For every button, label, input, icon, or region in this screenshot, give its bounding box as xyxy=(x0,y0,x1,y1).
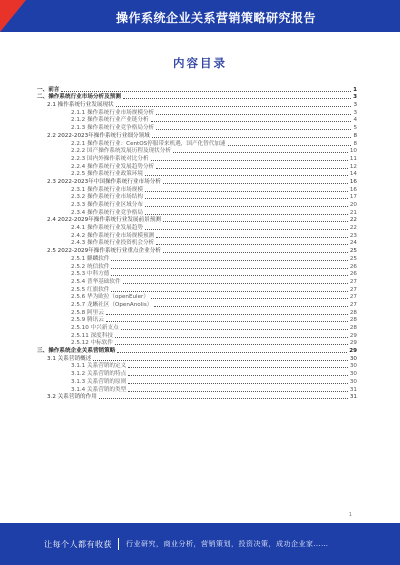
toc-entry-label: 3.1.3 关系营销的原则 xyxy=(71,378,127,385)
toc-dot-leader xyxy=(228,145,352,146)
toc-entry-label: 2.5.9 腾讯云 xyxy=(71,317,104,324)
toc-entry[interactable] xyxy=(37,300,357,308)
toc-entry-page: 25 xyxy=(349,248,357,255)
toc-entry[interactable] xyxy=(37,262,357,270)
toc-entry-label: 2.5.7 龙蜥社区（OpenAnolis） xyxy=(71,301,153,308)
toc-entry[interactable] xyxy=(37,308,357,316)
toc-dot-leader xyxy=(111,291,347,292)
report-footer xyxy=(0,523,400,565)
toc-dot-leader xyxy=(128,391,348,392)
toc-entry-label: 3.2 关系营销的作用 xyxy=(47,394,97,401)
toc-entry-page: 27 xyxy=(349,278,357,285)
toc-entry-page: 27 xyxy=(349,301,357,308)
toc-entry-page: 5 xyxy=(353,125,357,132)
toc-dot-leader xyxy=(99,398,348,399)
toc-entry-page: 22 xyxy=(349,225,357,232)
toc-entry[interactable] xyxy=(37,116,357,124)
table-of-contents xyxy=(37,85,357,400)
toc-entry-page: 10 xyxy=(349,148,357,155)
toc-dot-leader xyxy=(145,214,348,215)
toc-entry[interactable] xyxy=(37,285,357,293)
toc-entry[interactable] xyxy=(37,200,357,208)
toc-dot-leader xyxy=(111,268,347,269)
toc-entry-label: 三、操作系统企业关系营销策略 xyxy=(37,348,116,355)
toc-entry[interactable] xyxy=(37,362,357,370)
toc-entry[interactable] xyxy=(37,193,357,201)
toc-entry-label: 2.2.2 国产操作系统发展历程及现状分析 xyxy=(71,148,171,155)
toc-dot-leader xyxy=(145,198,348,199)
toc-dot-leader xyxy=(111,260,347,261)
toc-dot-leader xyxy=(123,283,348,284)
toc-dot-leader xyxy=(151,160,348,161)
toc-dot-leader xyxy=(145,191,348,192)
toc-entry[interactable] xyxy=(37,216,357,224)
toc-entry-page: 26 xyxy=(349,263,357,270)
toc-entry[interactable] xyxy=(37,108,357,116)
toc-entry-page: 29 xyxy=(349,348,357,355)
toc-entry-label: 2.2 2022-2023年操作系统行业细分领域 xyxy=(47,132,150,139)
toc-entry[interactable] xyxy=(37,223,357,231)
toc-entry-label: 2.5.10 中兴新支点 xyxy=(71,325,119,331)
toc-entry-label: 2.2.3 国内外操作系统对比分析 xyxy=(71,155,149,162)
toc-entry[interactable] xyxy=(37,377,357,385)
toc-entry-page: 1 xyxy=(353,86,357,93)
footer-divider xyxy=(118,538,119,550)
header-red-accent xyxy=(0,0,26,32)
toc-entry-label: 2.5.3 中科方德 xyxy=(71,271,110,278)
toc-entry-label: 2.3.2 操作系统行业市场结构 xyxy=(71,194,143,201)
toc-entry-page: 31 xyxy=(349,386,357,393)
toc-dot-leader xyxy=(163,252,348,253)
toc-entry-page: 20 xyxy=(349,202,357,208)
toc-entry-page: 29 xyxy=(349,340,357,347)
toc-entry[interactable] xyxy=(37,131,357,139)
toc-entry-page: 26 xyxy=(349,271,357,278)
toc-entry-page: 25 xyxy=(349,255,357,262)
toc-entry-page: 22 xyxy=(349,217,357,224)
toc-dot-leader xyxy=(117,352,347,353)
toc-dot-leader xyxy=(152,137,352,138)
toc-entry-page: 23 xyxy=(349,232,357,239)
toc-entry-label: 2.4.1 操作系统行业发展趋势 xyxy=(71,225,143,232)
toc-dot-leader xyxy=(128,367,348,368)
toc-entry-label: 3.1.2 关系营销的特点 xyxy=(71,371,127,378)
toc-dot-leader xyxy=(93,360,348,361)
toc-entry[interactable] xyxy=(37,354,357,362)
toc-entry[interactable] xyxy=(37,316,357,324)
toc-dot-leader xyxy=(128,383,348,384)
toc-entry-page: 14 xyxy=(349,171,357,178)
toc-entry-page: 30 xyxy=(349,355,357,362)
toc-entry-label: 2.5.2 统信软件 xyxy=(71,263,110,270)
toc-dot-leader xyxy=(156,237,348,238)
toc-entry-label: 2.4 2022-2029年操作系统行业发展前景预测 xyxy=(47,217,161,224)
toc-entry-page: 21 xyxy=(349,209,357,216)
toc-entry-page: 3 xyxy=(353,109,357,116)
toc-entry-label: 2.2.5 操作系统行业政策环境 xyxy=(71,171,143,178)
toc-dot-leader xyxy=(145,229,348,230)
toc-dot-leader xyxy=(154,306,348,307)
toc-entry-page: 16 xyxy=(349,186,357,193)
toc-entry-page: 30 xyxy=(349,363,357,370)
toc-entry-page: 4 xyxy=(353,117,357,124)
toc-dot-leader xyxy=(106,321,348,322)
toc-entry-page: 27 xyxy=(349,294,357,301)
toc-entry[interactable] xyxy=(37,139,357,147)
toc-entry[interactable] xyxy=(37,85,357,93)
toc-dot-leader xyxy=(123,98,351,99)
toc-dot-leader xyxy=(128,375,348,376)
footer-tagline: 行业研究，商业分析，营销策划，投资决策，成功企业家…… xyxy=(126,540,329,548)
toc-entry-page: 12 xyxy=(349,163,357,170)
toc-dot-leader xyxy=(156,114,351,115)
toc-entry-label: 2.5.12 中标软件 xyxy=(71,340,113,347)
toc-entry-label: 二、操作系统行业市场分析及预测 xyxy=(37,94,121,101)
toc-entry-page: 3 xyxy=(353,94,357,101)
toc-entry[interactable] xyxy=(37,177,357,185)
toc-entry-page: 8 xyxy=(353,140,357,147)
toc-entry[interactable] xyxy=(37,369,357,377)
toc-dot-leader xyxy=(163,183,348,184)
report-title: 操作系统企业关系营销策略研究报告 xyxy=(115,11,316,25)
toc-dot-leader xyxy=(156,168,348,169)
toc-entry-label: 3.1 关系营销概述 xyxy=(47,355,92,362)
toc-dot-leader xyxy=(61,91,351,92)
toc-entry[interactable] xyxy=(37,385,357,393)
toc-entry-page: 28 xyxy=(349,309,357,316)
footer-slogan: 让每个人都有收获 xyxy=(44,540,112,549)
toc-entry[interactable] xyxy=(37,100,357,108)
toc-entry-page: 24 xyxy=(349,240,357,247)
toc-entry[interactable] xyxy=(37,339,357,347)
toc-entry-label: 2.3.1 操作系统行业市场规模 xyxy=(71,186,143,193)
toc-entry-label: 2.5.8 阿里云 xyxy=(71,309,104,316)
toc-entry-label: 一、前言 xyxy=(37,86,60,93)
toc-dot-leader xyxy=(156,129,351,130)
toc-entry-page: 30 xyxy=(349,371,357,378)
toc-entry-page: 28 xyxy=(349,325,357,331)
toc-dot-leader xyxy=(163,221,348,222)
toc-dot-leader xyxy=(111,275,347,276)
toc-entry-label: 2.1 操作系统行业发展现状 xyxy=(47,102,114,109)
toc-entry-label: 2.5.1 麒麟软件 xyxy=(71,255,110,262)
toc-entry[interactable] xyxy=(37,293,357,301)
toc-dot-leader xyxy=(121,329,348,330)
toc-entry[interactable] xyxy=(37,346,357,354)
toc-dot-leader xyxy=(106,314,348,315)
toc-entry[interactable] xyxy=(37,393,357,401)
toc-dot-leader xyxy=(145,175,348,176)
toc-entry[interactable] xyxy=(37,270,357,278)
toc-entry-page: 30 xyxy=(349,378,357,385)
toc-entry[interactable] xyxy=(37,331,357,339)
toc-entry-label: 2.1.2 操作系统行业产业链分析 xyxy=(71,117,149,124)
toc-entry-page: 28 xyxy=(349,317,357,324)
toc-entry[interactable] xyxy=(37,154,357,162)
toc-entry-label: 2.2.4 操作系统行业发展趋势分析 xyxy=(71,163,155,170)
toc-heading: 内容目录 xyxy=(173,56,227,70)
toc-dot-leader xyxy=(116,106,352,107)
toc-entry[interactable] xyxy=(37,277,357,285)
toc-entry[interactable] xyxy=(37,147,357,155)
toc-entry[interactable] xyxy=(37,185,357,193)
toc-dot-leader xyxy=(173,152,348,153)
toc-dot-leader xyxy=(115,337,348,338)
toc-entry-label: 2.2.1 操作系统行业：CentOS停服带来机遇，国产化替代加速 xyxy=(71,140,226,147)
toc-entry[interactable] xyxy=(37,231,357,239)
toc-entry-page: 11 xyxy=(349,155,357,162)
toc-entry-label: 2.1.1 操作系统行业市场规模分析 xyxy=(71,109,155,116)
toc-entry-page: 8 xyxy=(353,132,357,139)
toc-entry-label: 2.3.4 操作系统行业竞争格局 xyxy=(71,209,143,216)
toc-entry-page: 29 xyxy=(349,332,357,339)
toc-entry-page: 17 xyxy=(349,194,357,201)
toc-entry[interactable] xyxy=(37,254,357,262)
toc-entry-label: 2.5.4 普华基础软件 xyxy=(71,278,121,285)
toc-entry-label: 3.1.4 关系营销的类型 xyxy=(71,386,127,393)
toc-entry-label: 2.3.3 操作系统行业区域分布 xyxy=(71,202,143,208)
toc-dot-leader xyxy=(145,206,348,207)
toc-entry[interactable] xyxy=(37,239,357,247)
page-number: 1 xyxy=(348,512,352,518)
report-header xyxy=(0,0,400,32)
toc-entry[interactable] xyxy=(37,246,357,254)
toc-entry-page: 27 xyxy=(349,286,357,293)
toc-entry-page: 3 xyxy=(353,102,357,109)
toc-entry-page: 31 xyxy=(349,394,357,401)
toc-dot-leader xyxy=(115,344,348,345)
toc-entry[interactable] xyxy=(37,93,357,101)
toc-entry-label: 2.5 2022-2029年操作系统行业重点企业分析 xyxy=(47,248,161,255)
toc-entry[interactable] xyxy=(37,323,357,331)
toc-entry-page: 16 xyxy=(349,178,357,185)
toc-dot-leader xyxy=(151,121,352,122)
toc-entry[interactable] xyxy=(37,170,357,178)
toc-dot-leader xyxy=(156,244,348,245)
toc-entry-label: 2.1.3 操作系统行业竞争格局分析 xyxy=(71,125,155,132)
toc-entry[interactable] xyxy=(37,208,357,216)
toc-entry-label: 2.5.5 红旗软件 xyxy=(71,286,110,293)
toc-entry-label: 2.4.3 操作系统行业投资机会分析 xyxy=(71,240,155,247)
toc-entry-label: 2.5.6 华为欧拉（openEuler） xyxy=(71,294,149,301)
toc-dot-leader xyxy=(151,298,348,299)
toc-entry[interactable] xyxy=(37,162,357,170)
toc-entry-label: 2.5.11 深度科技 xyxy=(71,332,113,339)
toc-entry-label: 2.4.2 操作系统行业市场规模预测 xyxy=(71,232,155,239)
toc-entry-label: 3.1.1 关系营销的定义 xyxy=(71,363,127,370)
toc-entry[interactable] xyxy=(37,123,357,131)
toc-entry-label: 2.3 2022-2023年中国操作系统行业市场分析 xyxy=(47,178,161,185)
